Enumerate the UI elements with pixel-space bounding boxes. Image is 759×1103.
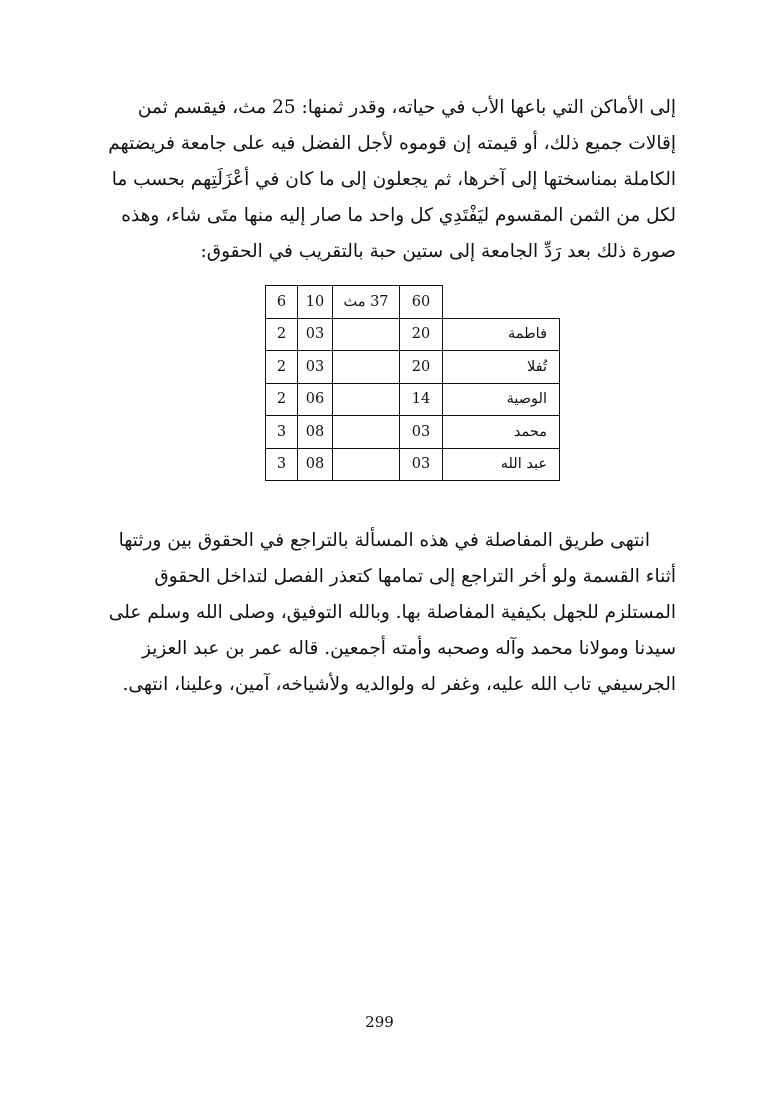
table-row bbox=[266, 416, 560, 449]
share-60: 14 bbox=[400, 383, 443, 416]
share-6: 2 bbox=[266, 351, 298, 384]
text-line: المستلزم للجهل بكيفية المفاصلة بها. وبالله التوفيق، وصلى الله وسلم على bbox=[108, 602, 676, 623]
share-6: 2 bbox=[266, 318, 298, 351]
share-60: 20 bbox=[400, 318, 443, 351]
share-10: 03 bbox=[298, 318, 333, 351]
table-header-row bbox=[266, 286, 560, 319]
share-37 bbox=[333, 351, 400, 384]
table-row bbox=[266, 383, 560, 416]
text-line: أثناء القسمة ولو أخر التراجع إلى تمامها كتعذر الفصل لتداخل الحقوق bbox=[154, 566, 676, 587]
heir-name: محمد bbox=[443, 416, 560, 449]
text-line: لكل من الثمن المقسوم ليَفْتَدِي كل واحد ما صار إليه منها متَى شاء، وهذه bbox=[121, 205, 676, 226]
table-corner-cell bbox=[443, 286, 560, 319]
share-10: 08 bbox=[298, 448, 333, 481]
heir-name: تُفلا bbox=[443, 351, 560, 384]
share-37 bbox=[333, 383, 400, 416]
heir-name: عبد الله bbox=[443, 448, 560, 481]
share-60: 20 bbox=[400, 351, 443, 384]
share-10: 03 bbox=[298, 351, 333, 384]
text-line: إقالات جميع ذلك، أو قيمته إن قوموه لأجل الفضل فيه على جامعة فريضتهم bbox=[108, 133, 676, 154]
text-line: الجرسيفي تاب الله عليه، وغفر له ولوالديه ولأشياخه، آمين، وعلينا، انتهى. bbox=[122, 674, 676, 695]
share-10: 06 bbox=[298, 383, 333, 416]
share-6: 3 bbox=[266, 416, 298, 449]
share-37 bbox=[333, 416, 400, 449]
share-37 bbox=[333, 448, 400, 481]
header-cell-6: 6 bbox=[266, 286, 298, 319]
text-line: صورة ذلك بعد رَدِّ الجامعة إلى ستين حبة بالتقريب في الحقوق: bbox=[200, 241, 676, 262]
text-line: إلى الأماكن التي باعها الأب في حياته، وقدر ثمنها: 25 مث، فيقسم ثمن bbox=[137, 97, 676, 118]
header-cell-37: 37 مث bbox=[333, 286, 400, 319]
inheritance-shares-table bbox=[265, 285, 560, 481]
share-6: 3 bbox=[266, 448, 298, 481]
share-37 bbox=[333, 318, 400, 351]
heir-name: فاطمة bbox=[443, 318, 560, 351]
table-row bbox=[266, 351, 560, 384]
header-cell-10: 10 bbox=[298, 286, 333, 319]
page-number: 299 bbox=[365, 1013, 394, 1031]
table-row bbox=[266, 448, 560, 481]
share-6: 2 bbox=[266, 383, 298, 416]
bottom-paragraph bbox=[104, 523, 676, 703]
share-10: 08 bbox=[298, 416, 333, 449]
top-paragraph bbox=[104, 90, 676, 270]
header-cell-60: 60 bbox=[400, 286, 443, 319]
text-line: سيدنا ومولانا محمد وآله وصحبه وأمته أجمعين. قاله عمر بن عبد العزيز bbox=[141, 638, 676, 659]
share-60: 03 bbox=[400, 416, 443, 449]
share-60: 03 bbox=[400, 448, 443, 481]
table-row bbox=[266, 318, 560, 351]
text-line: انتهى طريق المفاصلة في هذه المسألة بالتراجع في الحقوق بين ورثتها bbox=[118, 530, 650, 551]
heir-name: الوصية bbox=[443, 383, 560, 416]
text-line: الكاملة بمناسختها إلى آخرها، ثم يجعلون إلى ما كان في أعْزَلَتِهم بحسب ما bbox=[111, 169, 676, 190]
